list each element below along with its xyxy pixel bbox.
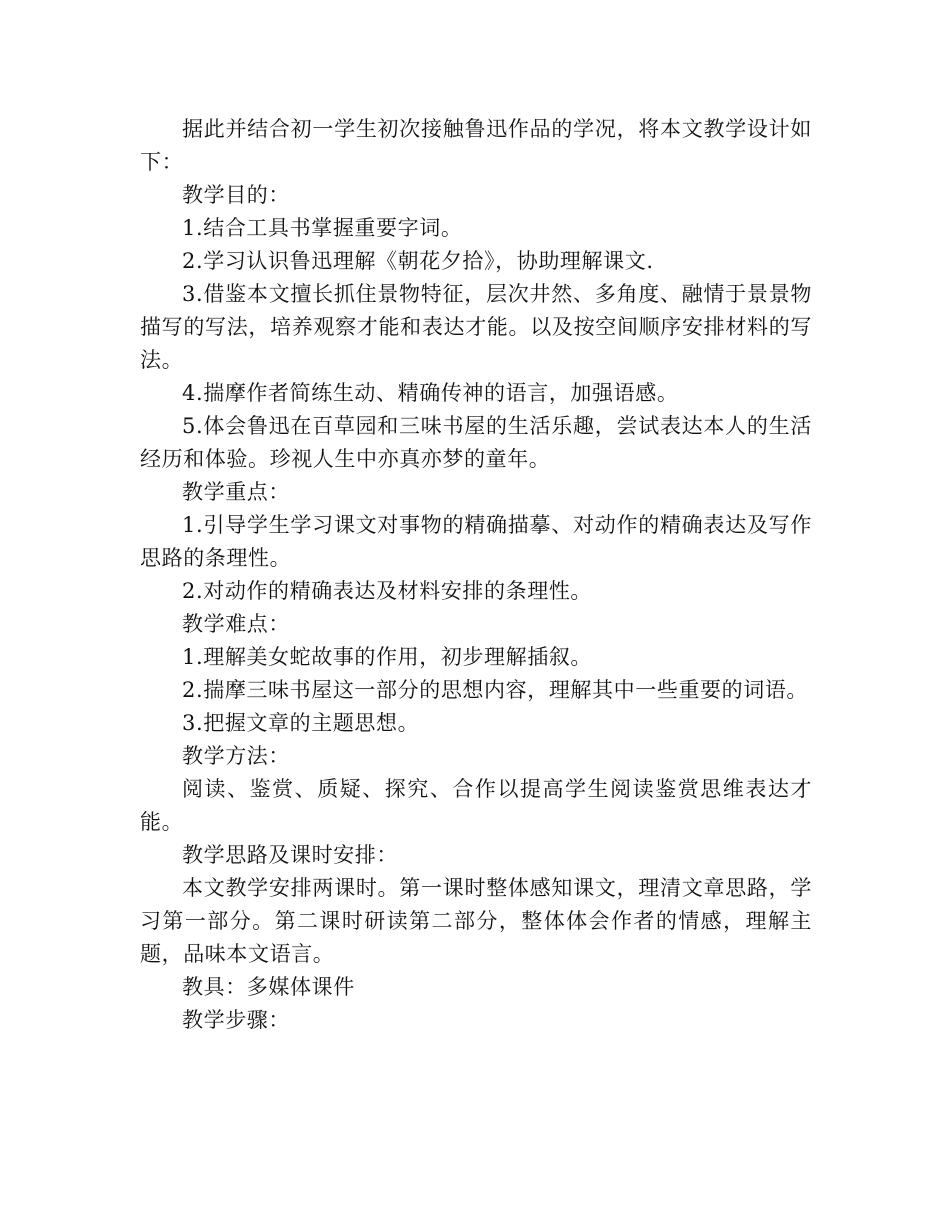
focus-item-1: 1.引导学生学习课文对事物的精确描摹、对动作的精确表达及写作思路的条理性。 (140, 513, 812, 570)
heading-teaching-steps: 教学步骤： (182, 1008, 290, 1032)
heading-teaching-plan: 教学思路及课时安排： (182, 843, 398, 867)
difficulty-item-2: 2.揣摩三味书屋这一部分的思想内容，理解其中一些重要的词语。 (182, 678, 809, 702)
paragraph-intro: 据此并结合初一学生初次接触鲁迅作品的学况，将本文教学设计如下： (140, 117, 812, 174)
heading-teaching-focus: 教学重点： (182, 480, 290, 504)
objective-item-1: 1.结合工具书掌握重要字词。 (182, 216, 463, 240)
heading-teaching-objectives: 教学目的： (182, 183, 290, 207)
difficulty-item-3: 3.把握文章的主题思想。 (182, 711, 420, 735)
objective-item-4: 4.揣摩作者简练生动、精确传神的语言，加强语感。 (182, 381, 679, 405)
objective-item-3: 3.借鉴本文擅长抓住景物特征，层次井然、多角度、融情于景景物描写的写法，培养观察才能和表达才能。以及按空间顺序安排材料的写法。 (140, 282, 812, 372)
heading-teaching-difficulties: 教学难点： (182, 612, 290, 636)
plan-text: 本文教学安排两课时。第一课时整体感知课文，理清文章思路，学习第一部分。第二课时研读第二部分，整体体会作者的情感，理解主题，品味本文语言。 (140, 876, 812, 966)
teaching-aids-text: 教具：多媒体课件 (182, 975, 355, 999)
difficulty-item-1: 1.理解美女蛇故事的作用，初步理解插叙。 (182, 645, 593, 669)
document-body (140, 113, 812, 1037)
objective-item-5: 5.体会鲁迅在百草园和三味书屋的生活乐趣，尝试表达本人的生活经历和体验。珍视人生中亦真亦梦的童年。 (140, 414, 812, 471)
heading-teaching-methods: 教学方法： (182, 744, 290, 768)
methods-text: 阅读、鉴赏、质疑、探究、合作以提高学生阅读鉴赏思维表达才能。 (140, 777, 812, 834)
focus-item-2: 2.对动作的精确表达及材料安排的条理性。 (182, 579, 593, 603)
objective-item-2: 2.学习认识鲁迅理解《朝花夕拾》，协助理解课文. (182, 249, 654, 273)
